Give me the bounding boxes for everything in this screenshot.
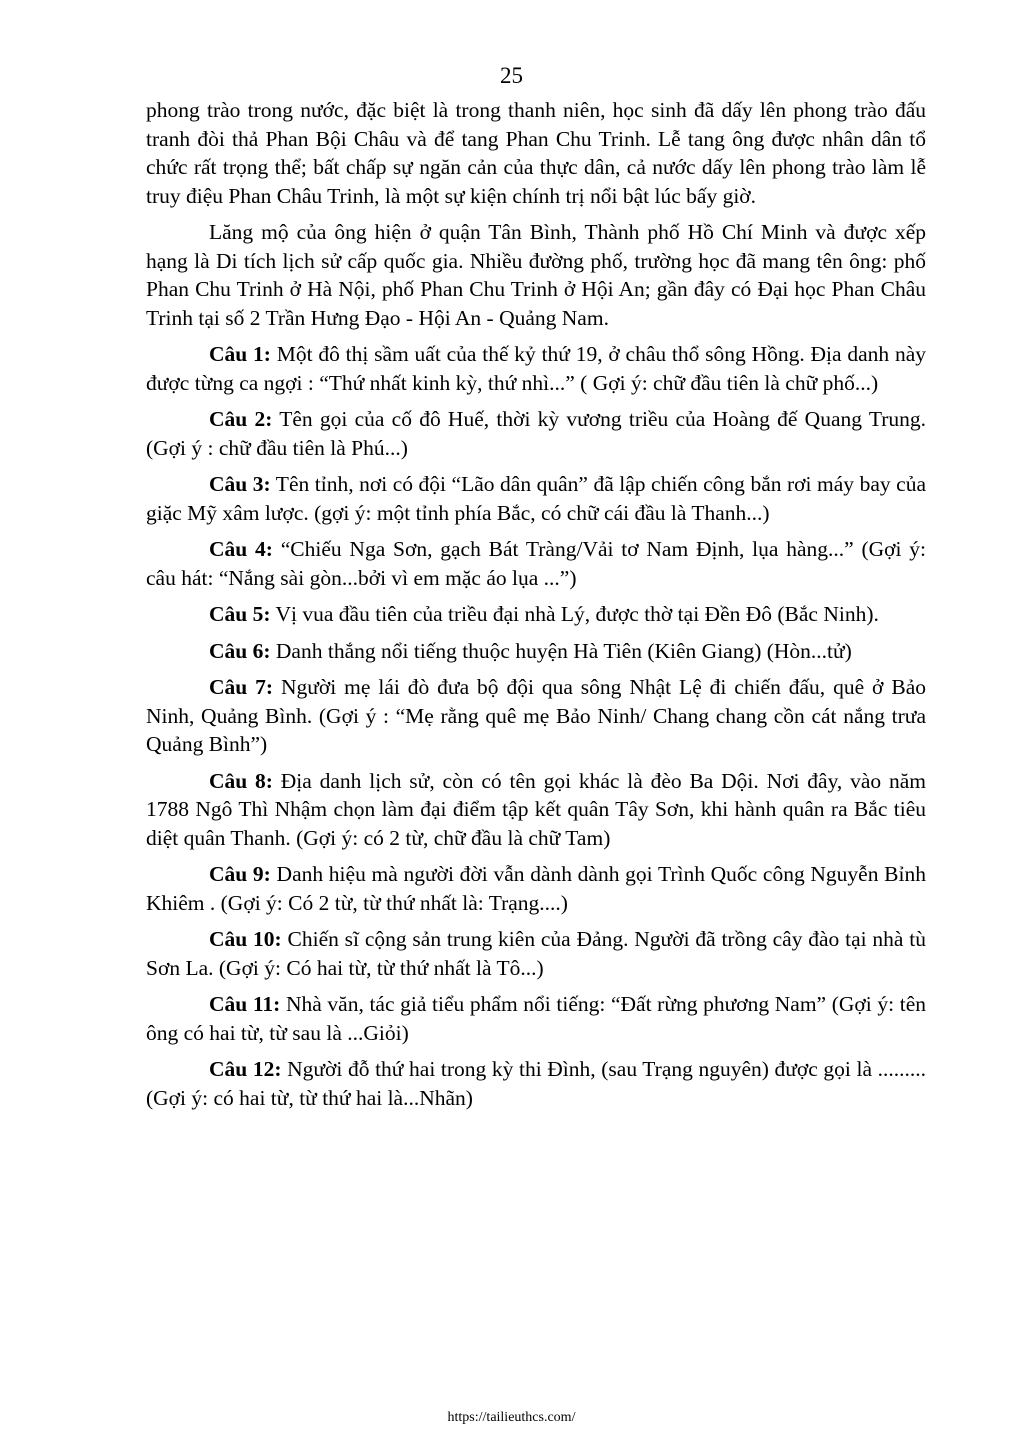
question-item: [146, 767, 926, 853]
question-label: Câu 12:: [209, 1057, 282, 1081]
question-text: Danh hiệu mà người đời vẫn dành dành gọi Trình Quốc công Nguyễn Bỉnh Khiêm . (Gợi ý: Có 2 từ, từ thứ nhất là: Trạng....): [146, 862, 926, 915]
question-text: Một đô thị sầm uất của thế kỷ thứ 19, ở châu thổ sông Hồng. Địa danh này được từng ca ngợi : “Thứ nhất kinh kỳ, thứ nhì...” ( Gợi ý: chữ đầu tiên là chữ phố...): [146, 342, 926, 395]
document-body: [146, 96, 926, 1120]
question-label: Câu 1:: [209, 342, 271, 366]
question-item: [146, 673, 926, 759]
question-text: Chiến sĩ cộng sản trung kiên của Đảng. Người đã trồng cây đào tại nhà tù Sơn La. (Gợi ý: Có hai từ, từ thứ nhất là Tô...): [146, 927, 926, 980]
question-text: Tên gọi của cố đô Huế, thời kỳ vương triều của Hoàng đế Quang Trung. (Gợi ý : chữ đầu tiên là Phú...): [146, 407, 926, 460]
question-item: [146, 637, 926, 666]
question-item: [146, 600, 926, 629]
question-label: Câu 10:: [209, 927, 282, 951]
question-text: Vị vua đầu tiên của triều đại nhà Lý, được thờ tại Đền Đô (Bắc Ninh).: [270, 602, 879, 626]
question-text: Tên tỉnh, nơi có đội “Lão dân quân” đã lập chiến công bắn rơi máy bay của giặc Mỹ xâm lược. (gợi ý: một tỉnh phía Bắc, có chữ cái đầu là Thanh...): [146, 472, 926, 525]
question-label: Câu 6:: [209, 638, 271, 663]
question-text: Người đỗ thứ hai trong kỳ thi Đình, (sau Trạng nguyên) được gọi là ......... (Gợi ý: có hai từ, từ thứ hai là...Nhãn): [146, 1057, 926, 1110]
question-label: Câu 8:: [209, 768, 273, 793]
question-label: Câu 4:: [209, 537, 273, 561]
question-item: [146, 340, 926, 397]
question-label: Câu 2:: [209, 407, 273, 431]
page-number: 25: [500, 63, 523, 88]
question-text: Người mẹ lái đò đưa bộ đội qua sông Nhật Lệ đi chiến đấu, quê ở Bảo Ninh, Quảng Bình. (Gợi ý : “Mẹ rằng quê mẹ Bảo Ninh/ Chang chang cồn cát nắng trưa Quảng Bình”): [146, 675, 926, 756]
question-label: Câu 3:: [209, 472, 271, 496]
question-text: “Chiếu Nga Sơn, gạch Bát Tràng/Vải tơ Nam Định, lụa hàng...” (Gợi ý: câu hát: “Nắng sài gòn...bởi vì em mặc áo lụa ...”): [146, 537, 926, 590]
question-label: Câu 7:: [209, 675, 274, 699]
intro-paragraph: Lăng mộ của ông hiện ở quận Tân Bình, Thành phố Hồ Chí Minh và được xếp hạng là Di tích lịch sử cấp quốc gia. Nhiều đường phố, trường học đã mang tên ông: phố Phan Chu Trinh ở Hà Nội, phố Phan Chu Trinh ở Hội An; gần đây có Đại học Phan Châu Trinh tại số 2 Trần Hưng Đạo - Hội An - Quảng Nam.: [146, 220, 926, 330]
footer-url: https://tailieuthcs.com/: [447, 1410, 576, 1425]
question-label: Câu 5:: [209, 602, 271, 626]
question-text: Danh thắng nổi tiếng thuộc huyện Hà Tiên (Kiên Giang) (Hòn...tử): [270, 638, 852, 663]
question-item: [146, 1055, 926, 1112]
question-item: [146, 405, 926, 462]
question-item: [146, 535, 926, 592]
question-label: Câu 9:: [209, 862, 271, 886]
question-text: Nhà văn, tác giả tiểu phẩm nổi tiếng: “Đất rừng phương Nam” (Gợi ý: tên ông có hai từ, từ sau là ...Giỏi): [146, 992, 926, 1045]
question-item: [146, 860, 926, 917]
question-item: [146, 925, 926, 982]
question-label: Câu 11:: [209, 992, 281, 1016]
question-text: Địa danh lịch sử, còn có tên gọi khác là đèo Ba Dội. Nơi đây, vào năm 1788 Ngô Thì Nhậm chọn làm đại điểm tập kết quân Tây Sơn, khi hành quân ra Bắc tiêu diệt quân Thanh. (Gợi ý: có 2 từ, chữ đầu là chữ Tam): [146, 768, 926, 850]
question-item: [146, 470, 926, 527]
intro-paragraph: phong trào trong nước, đặc biệt là trong thanh niên, học sinh đã dấy lên phong trào đấu tranh đòi thả Phan Bội Châu và để tang Phan Chu Trinh. Lễ tang ông được nhân dân tổ chức rất trọng thể; bất chấp sự ngăn cản của thực dân, cả nước dấy lên phong trào làm lễ truy điệu Phan Châu Trinh, là một sự kiện chính trị nổi bật lúc bấy giờ.: [146, 98, 926, 208]
question-item: [146, 990, 926, 1047]
